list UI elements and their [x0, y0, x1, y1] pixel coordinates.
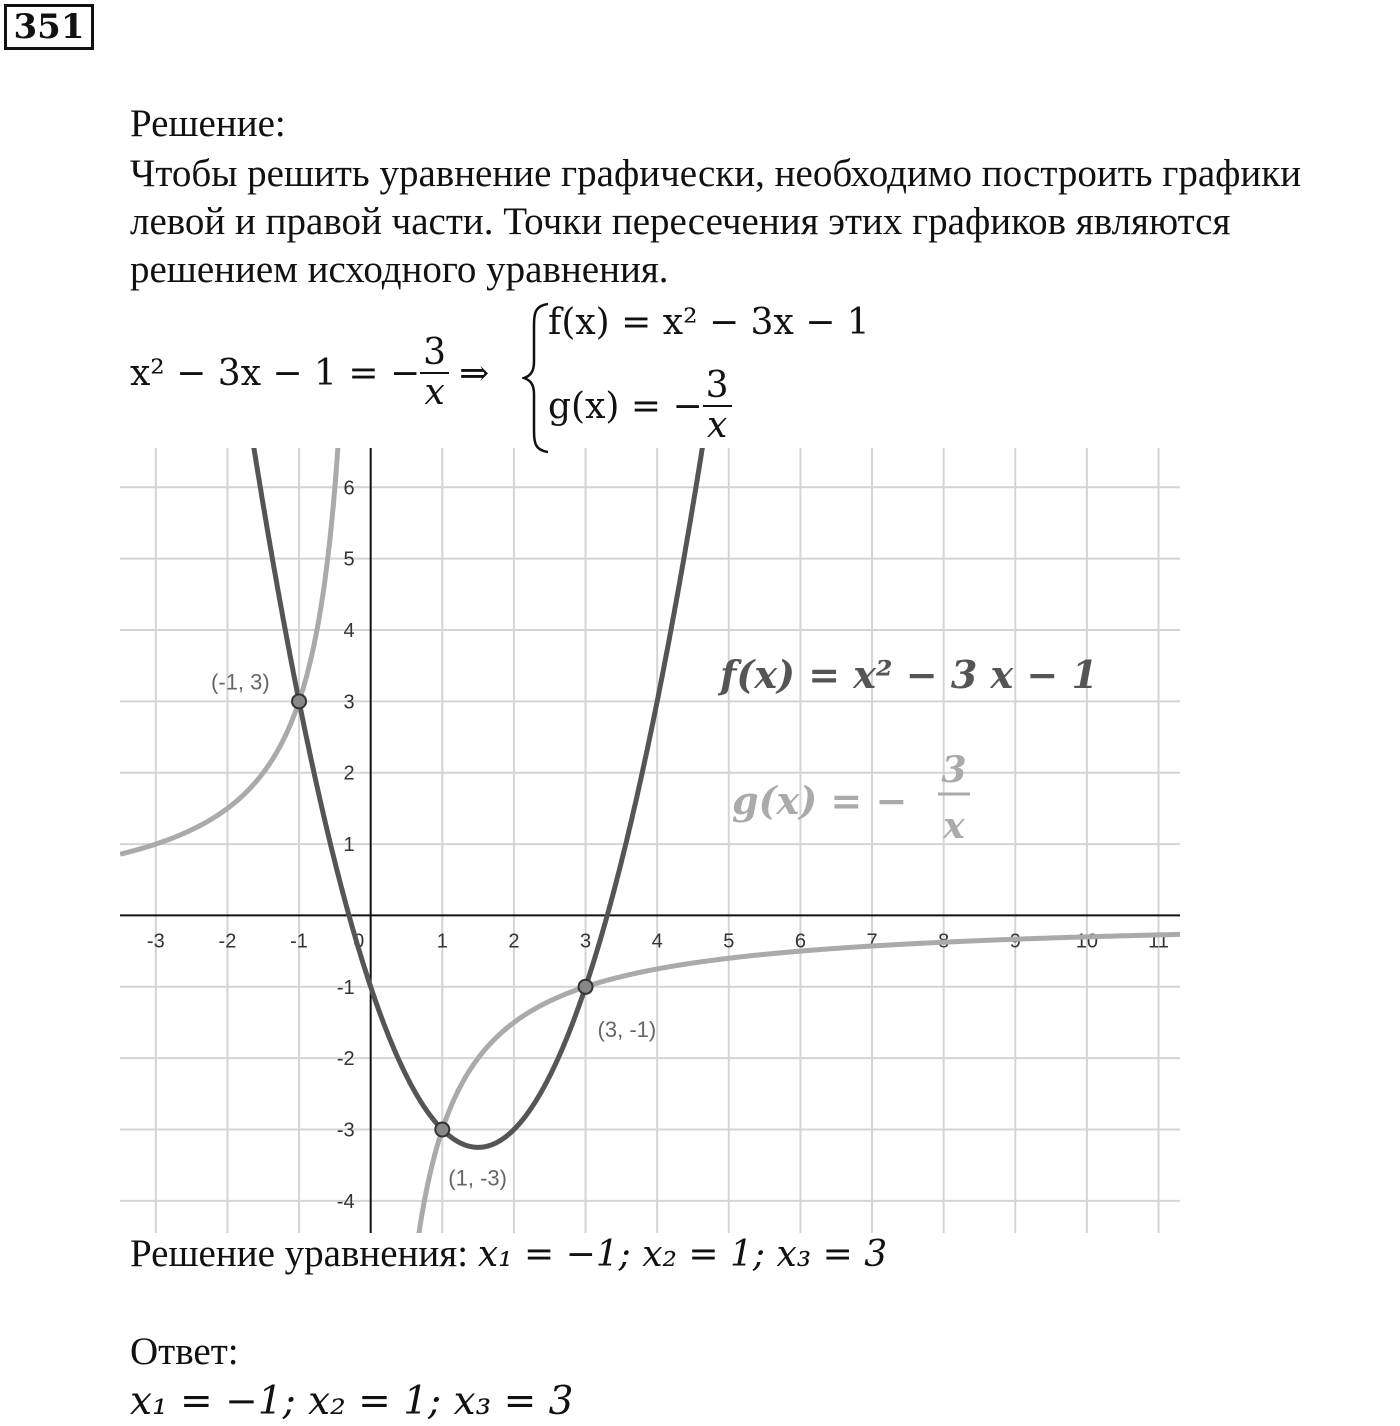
- graph-legend: [717, 652, 1098, 847]
- legend-g-den: x: [943, 805, 965, 847]
- y-tick-label: -1: [336, 976, 355, 999]
- curve-series-2: [120, 448, 1180, 1233]
- intersection-point: [579, 980, 593, 994]
- x-tick-label: 2: [508, 930, 520, 953]
- legend-g-num: 3: [941, 749, 967, 791]
- y-tick-label: -2: [336, 1048, 355, 1071]
- intersection-point: [292, 694, 306, 708]
- equation-lhs: x² − 3x − 1 = −: [130, 352, 421, 394]
- equation: [130, 328, 489, 418]
- x-tick-label: 1: [436, 930, 448, 953]
- result-line: [130, 1230, 887, 1279]
- y-tick-label: 3: [343, 691, 355, 714]
- curve-series-1: [232, 448, 723, 1147]
- system-g: [548, 360, 732, 452]
- y-tick-label: 2: [343, 762, 355, 785]
- x-tick-label: 11: [1148, 930, 1169, 953]
- system-g-prefix: g(x) = −: [548, 385, 703, 427]
- solution-heading: Решение:: [130, 102, 286, 145]
- x-tick-label: 6: [794, 930, 806, 953]
- axes: [120, 448, 1180, 1233]
- equation-frac-den: x: [424, 372, 445, 413]
- result-label: Решение уравнения:: [130, 1232, 469, 1275]
- x-tick-label: 9: [1009, 930, 1021, 953]
- y-tick-label: -3: [336, 1119, 355, 1142]
- x-tick-label: -1: [290, 930, 308, 953]
- system-f: f(x) = x² − 3x − 1: [548, 302, 870, 343]
- x-tick-label: 5: [723, 930, 735, 953]
- legend-f: f(x) = x² − 3 x − 1: [720, 652, 1098, 697]
- y-tick-label: -4: [336, 1190, 355, 1213]
- x-tick-label: 4: [651, 930, 663, 953]
- point-label: (-1, 3): [211, 669, 270, 695]
- point-label: (1, -3): [448, 1165, 507, 1191]
- x-tick-label: 7: [866, 930, 878, 953]
- y-tick-label: 5: [343, 548, 355, 571]
- y-tick-label: 4: [343, 619, 355, 642]
- point-label: (3, -1): [597, 1016, 657, 1042]
- explanation-line-2: левой и правой части. Точки пересечения этих графиков являются: [130, 200, 1231, 243]
- explanation-line-1: Чтобы решить уравнение графически, необходимо построить графики: [130, 152, 1302, 195]
- implies-arrow: ⇒: [459, 352, 490, 394]
- x-tick-label: -2: [218, 930, 237, 953]
- x-tick-label: 3: [579, 930, 592, 953]
- grid: [120, 448, 1180, 1233]
- system-g-fraction: [703, 367, 732, 445]
- legend-g-prefix: g(x) = −: [732, 778, 908, 823]
- x-tick-label: 8: [938, 930, 950, 953]
- x-tick-label: 10: [1075, 930, 1099, 953]
- explanation-line-3: решением исходного уравнения.: [130, 248, 669, 291]
- result-values: x₁ = −1; x₂ = 1; x₃ = 3: [477, 1234, 888, 1275]
- intersection-point: [435, 1123, 449, 1137]
- function-graph: [120, 448, 1180, 1233]
- equation-fraction: [420, 334, 449, 412]
- task-number: 351: [4, 4, 94, 50]
- system-g-num: 3: [703, 367, 732, 407]
- y-tick-label: 6: [343, 477, 355, 500]
- y-tick-label: 1: [343, 834, 355, 857]
- system-g-den: x: [706, 405, 728, 446]
- curves: [120, 448, 1180, 1233]
- answer-values: x₁ = −1; x₂ = 1; x₃ = 3: [130, 1379, 574, 1424]
- x-tick-label: -3: [146, 930, 165, 953]
- equation-frac-num: 3: [420, 334, 449, 374]
- x-tick-label: 0: [353, 930, 365, 953]
- answer-label: Ответ:: [130, 1330, 239, 1373]
